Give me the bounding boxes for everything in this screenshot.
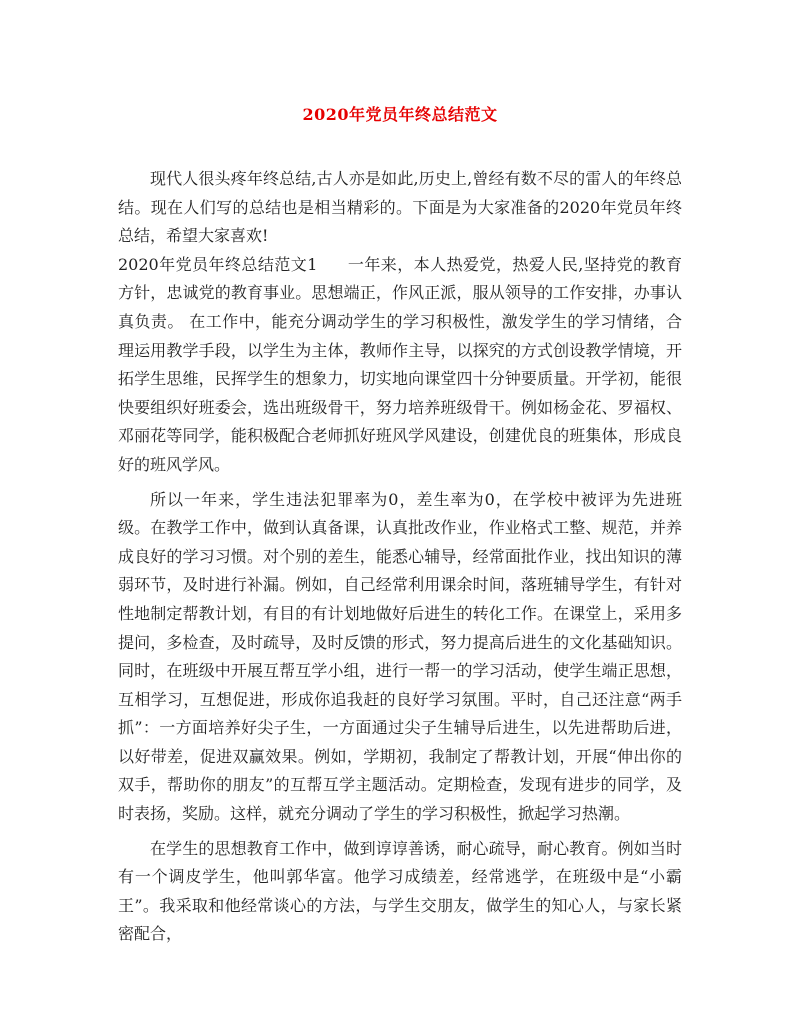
intro-paragraph: 现代人很头疼年终总结,古人亦是如此,历史上,曾经有数不尽的雷人的年终总结。现在人们写的总结也是相当精彩的。下面是为大家准备的2020年党员年终总结，希望大家喜欢!	[118, 169, 682, 246]
paragraph-2: 所以一年来，学生违法犯罪率为0，差生率为0，在学校中被评为先进班级。在教学工作中，做到认真备课，认真批改作业，作业格式工整、规范，并养成良好的学习习惯。对个别的差生，能悉心辅导，经常面批作业，找出知识的薄弱环节，及时进行补漏。例如，自己经常利用课余时间，落班辅导学生，有针对性地制定帮教计划，有目的有计划地做好后进生的转化工作。在课堂上，采用多提问，多检查，及时疏导，及时反馈的形式，努力提高后进生的文化基础知识。同时，在班级中开展互帮互学小组，进行一帮一的学习活动，使学生端正思想，互相学习，互想促进，形成你追我赶的良好学习氛围。平时，自己还注意“两手抓”：一方面培养好尖子生，一方面通过尖子生辅导后进生，以先进帮助后进，以好带差，促进双赢效果。例如，学期初，我制定了帮教计划，开展“伸出你的双手，帮助你的朋友”的互帮互学主题活动。定期检查，发现有进步的同学，及时表扬，奖励。这样，就充分调动了学生的学习积极性，掀起学习热潮。	[118, 489, 682, 824]
section-paragraph-1	[118, 251, 682, 480]
section-heading: 2020年党员年终总结范文1	[118, 254, 318, 274]
paragraph-3: 在学生的思想教育工作中，做到谆谆善诱，耐心疏导，耐心教育。例如当时有一个调皮学生，他叫郭华富。他学习成绩差，经常逃学，在班级中是“小霸王”。我采取和他经常谈心的方法，与学生交朋友，做学生的知心人，与家长紧密配合，	[118, 838, 682, 944]
paragraph-1-text: 一年来，本人热爱党，热爱人民,坚持党的教育方针，忠诚党的教育事业。思想端正，作风正派，服从领导的工作安排，办事认真负责。 在工作中，能充分调动学生的学习积极性，激发学生的学习情绪，合理运用教学手段，以学生为主体，教师作主导，以探究的方式创设教学情境，开拓学生思维，民挥学生的想象力，切实地向课堂四十分钟要质量。开学初，能很快要组织好班委会，选出班级骨干，努力培养班级骨干。例如杨金花、罗福权、邓丽花等同学，能积极配合老师抓好班风学风建设，创建优良的班集体，形成良好的班风学风。	[118, 254, 682, 474]
document-title: 2020年党员年终总结范文	[302, 105, 498, 124]
